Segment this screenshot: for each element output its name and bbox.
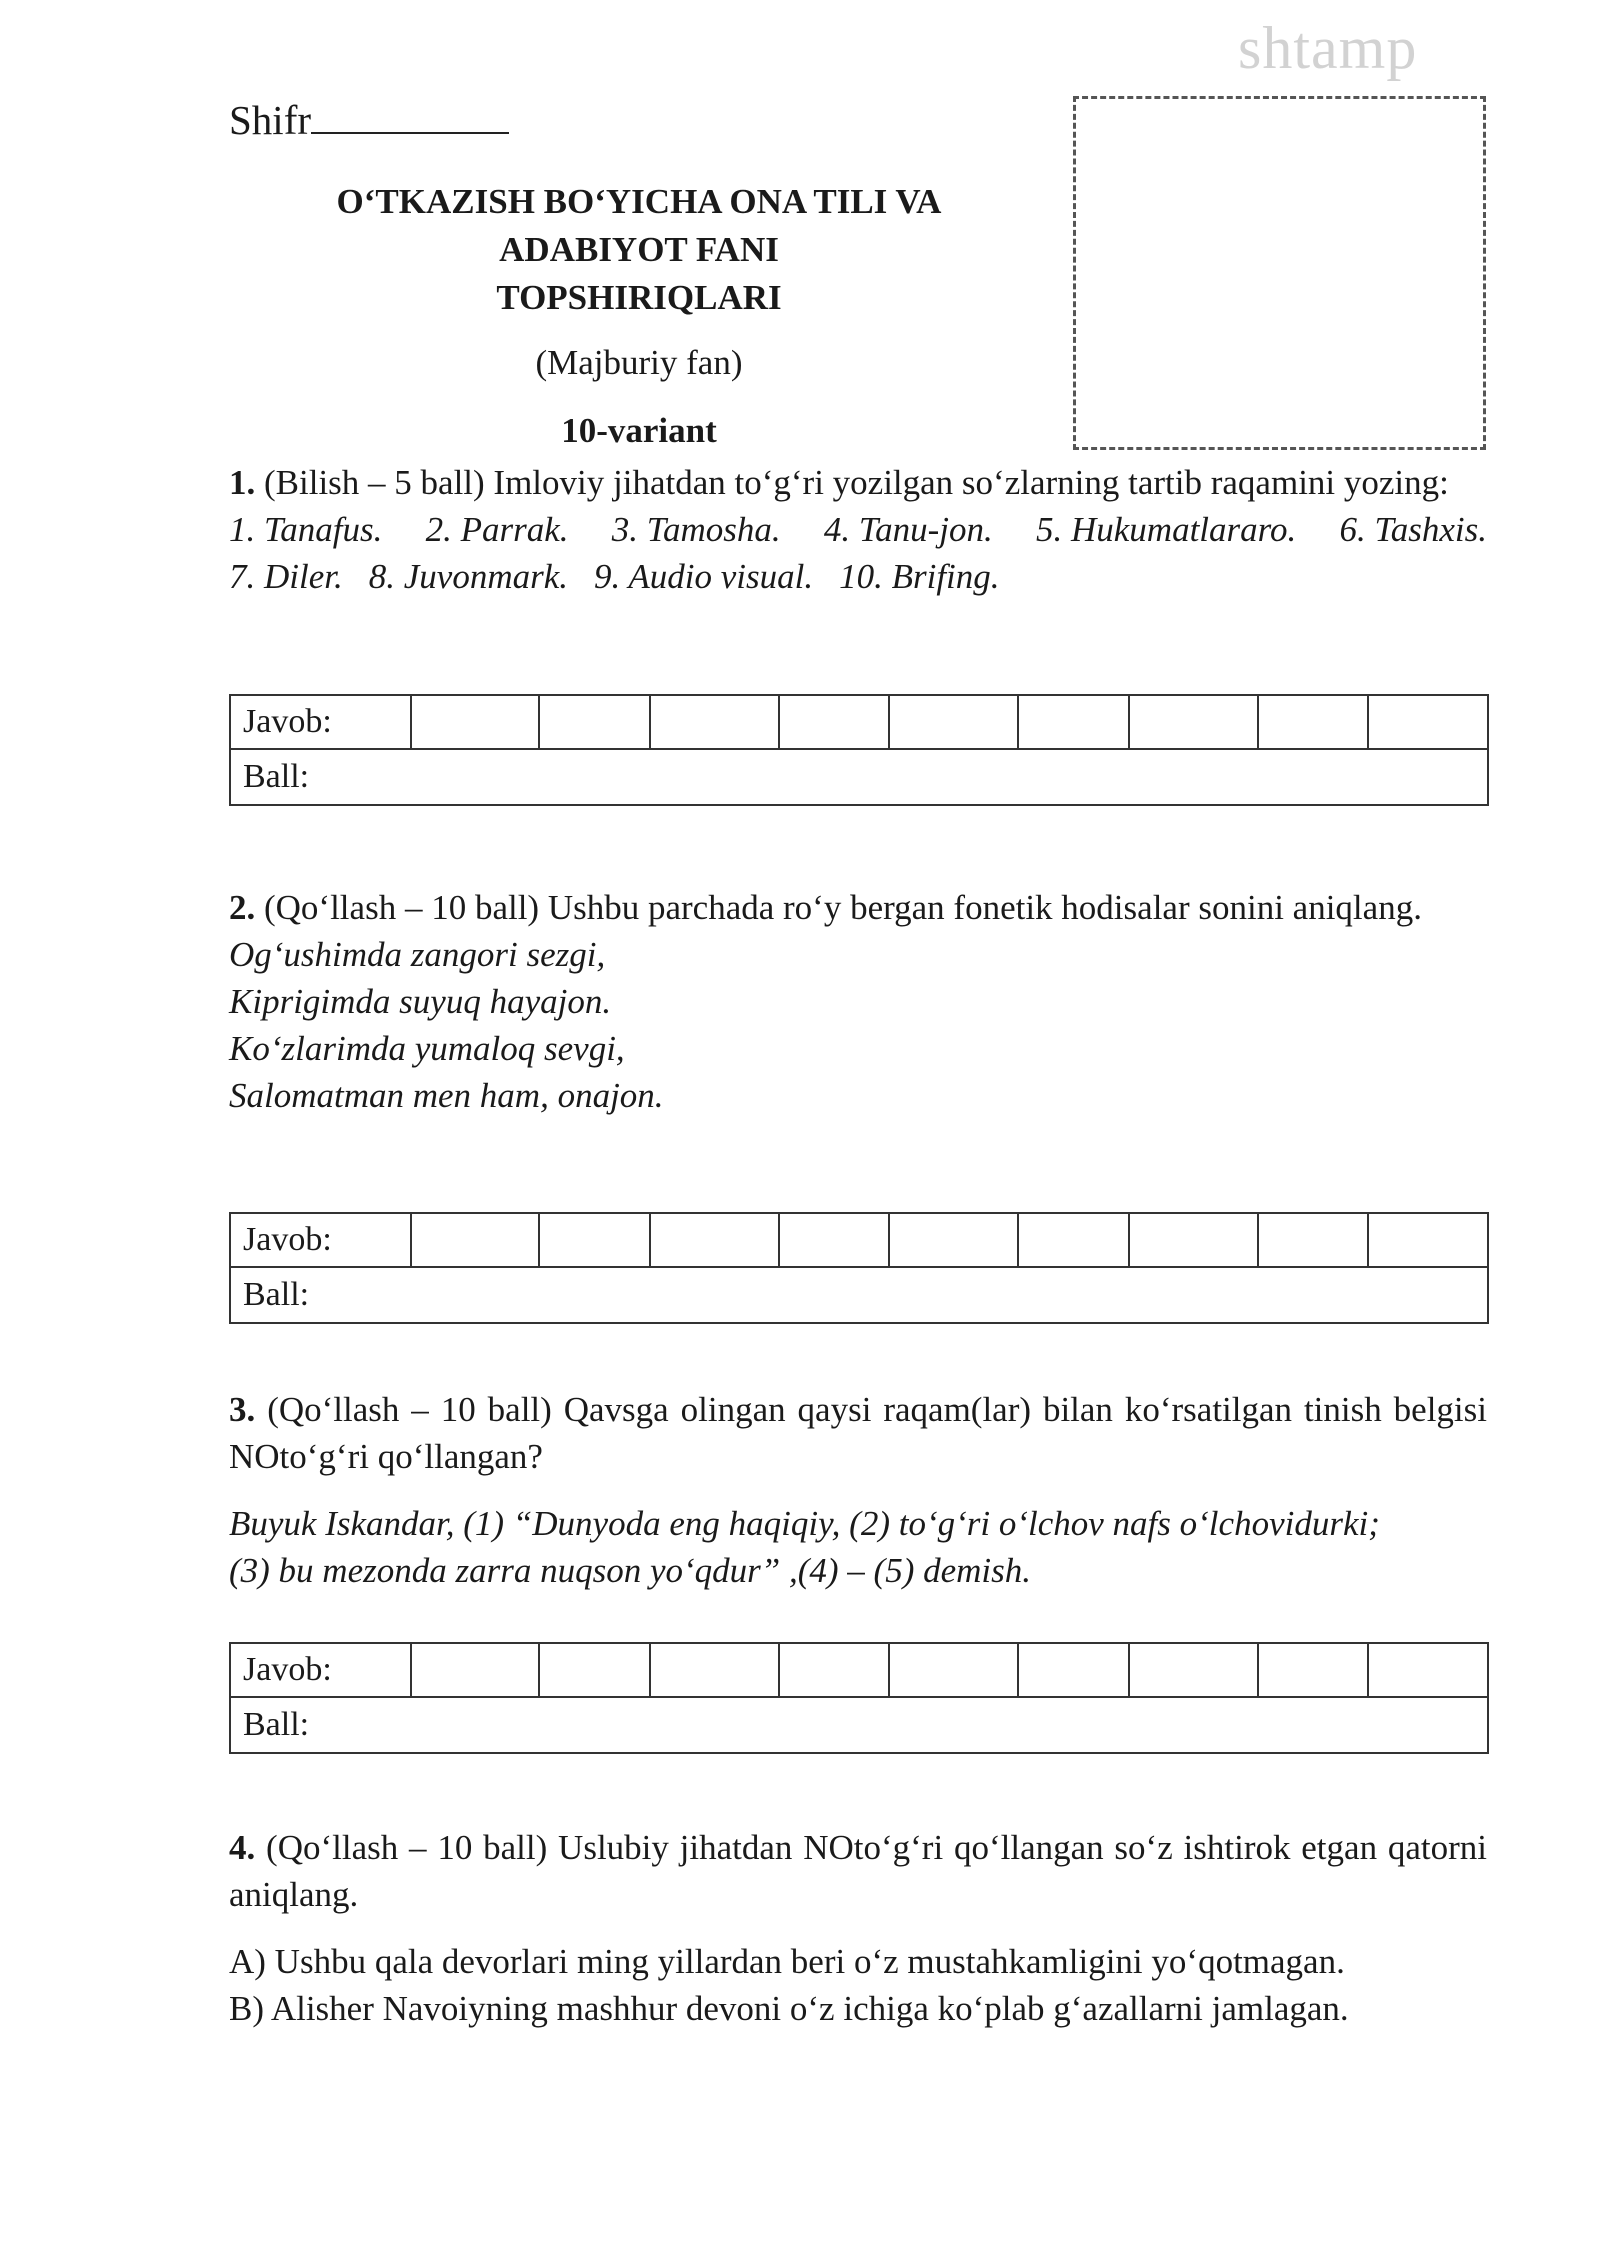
stamp-box [1073, 96, 1486, 450]
answer-row [230, 1643, 1488, 1697]
answer-cell[interactable] [779, 695, 890, 749]
option: 6. Tashxis. [1339, 510, 1487, 549]
answer-label: Javob: [230, 1213, 411, 1267]
answer-cell[interactable] [1129, 1643, 1258, 1697]
option: 3. Tamosha. [611, 510, 781, 549]
ball-row [230, 1697, 1488, 1753]
question-4 [229, 1824, 1487, 2032]
answer-cell[interactable] [1018, 1643, 1129, 1697]
answer-cell[interactable] [889, 1213, 1018, 1267]
ball-label: Ball: [230, 749, 1488, 805]
question-2-text: (Qo‘llash – 10 ball) Ushbu parchada ro‘y bergan fonetik hodisalar sonini aniqlang. [264, 888, 1422, 927]
option: 10. Brifing. [839, 557, 1000, 596]
quote-line: Buyuk Iskandar, (1) “Dunyoda eng haqiqiy, (2) to‘g‘ri o‘lchov nafs o‘lchovidurki; [229, 1504, 1380, 1543]
question-1-options-row-2 [229, 553, 1487, 600]
poem-line: Ko‘zlarimda yumaloq sevgi, [229, 1029, 625, 1068]
answer-table-2 [229, 1212, 1489, 1324]
answer-cell[interactable] [650, 1643, 779, 1697]
option: 4. Tanu-jon. [823, 510, 993, 549]
answer-cell[interactable] [779, 1643, 890, 1697]
answer-row [230, 1213, 1488, 1267]
title-line-2: ADABIYOT FANI [499, 230, 779, 269]
answer-cell[interactable] [1258, 695, 1369, 749]
answer-cell[interactable] [1129, 695, 1258, 749]
variant-label: 10-variant [561, 411, 717, 450]
answer-cell[interactable] [539, 1213, 650, 1267]
answer-cell[interactable] [1258, 1213, 1369, 1267]
answer-option: B) Alisher Navoiyning mashhur devoni o‘z ichiga ko‘plab g‘azallarni jamlagan. [229, 1989, 1349, 2028]
question-3 [229, 1386, 1487, 1594]
answer-cell[interactable] [779, 1213, 890, 1267]
shifr-field [229, 94, 509, 144]
answer-row [230, 695, 1488, 749]
ball-label: Ball: [230, 1697, 1488, 1753]
question-4-number: 4. [229, 1828, 256, 1867]
ball-row [230, 749, 1488, 805]
option: 5. Hukumatlararo. [1036, 510, 1297, 549]
option: 7. Diler. [229, 557, 343, 596]
question-1 [229, 459, 1487, 600]
question-3-stem [229, 1386, 1487, 1480]
answer-cell[interactable] [1368, 1213, 1488, 1267]
answer-cell[interactable] [1258, 1643, 1369, 1697]
question-3-number: 3. [229, 1390, 256, 1429]
answer-cell[interactable] [411, 1643, 540, 1697]
question-3-text: (Qo‘llash – 10 ball) Qavsga olingan qaysi raqam(lar) bilan ko‘rsatilgan tinish belgisi NOto‘g‘ri qo‘llangan? [229, 1390, 1488, 1476]
question-4-stem [229, 1824, 1487, 1918]
question-1-number: 1. [229, 463, 256, 502]
answer-cell[interactable] [539, 695, 650, 749]
answer-cell[interactable] [411, 695, 540, 749]
answer-cell[interactable] [1018, 1213, 1129, 1267]
question-1-stem [229, 459, 1487, 506]
question-1-text: (Bilish – 5 ball) Imloviy jihatdan to‘g‘ri yozilgan so‘zlarning tartib raqamini yozing: [264, 463, 1449, 502]
answer-label: Javob: [230, 695, 411, 749]
title-line-1: O‘TKAZISH BO‘YICHA ONA TILI VA [336, 182, 942, 221]
question-2-number: 2. [229, 888, 256, 927]
answer-cell[interactable] [889, 1643, 1018, 1697]
ball-label: Ball: [230, 1267, 1488, 1323]
answer-cell[interactable] [650, 1213, 779, 1267]
answer-label: Javob: [230, 1643, 411, 1697]
poem-line: Og‘ushimda zangori sezgi, [229, 935, 606, 974]
answer-cell[interactable] [1018, 695, 1129, 749]
option: 8. Juvonmark. [368, 557, 569, 596]
answer-table-1 [229, 694, 1489, 806]
answer-cell[interactable] [539, 1643, 650, 1697]
poem-line: Salomatman men ham, onajon. [229, 1076, 664, 1115]
question-1-options-row-1 [229, 506, 1487, 553]
answer-table-3 [229, 1642, 1489, 1754]
question-4-text: (Qo‘llash – 10 ball) Uslubiy jihatdan NOto‘g‘ri qo‘llangan so‘z ishtirok etgan qatorni aniqlang. [229, 1828, 1487, 1914]
watermark: shtamp [1238, 15, 1418, 81]
question-2-stem [229, 884, 1487, 931]
shifr-blank-line [311, 94, 509, 134]
answer-cell[interactable] [1368, 1643, 1488, 1697]
answer-cell[interactable] [1368, 695, 1488, 749]
option: 1. Tanafus. [229, 510, 383, 549]
answer-cell[interactable] [411, 1213, 540, 1267]
answer-option: A) Ushbu qala devorlari ming yillardan beri o‘z mustahkamligini yo‘qotmagan. [229, 1942, 1345, 1981]
subject-note: (Majburiy fan) [535, 343, 743, 382]
option: 9. Audio visual. [594, 557, 814, 596]
title-line-3: TOPSHIRIQLARI [496, 278, 782, 317]
poem-line: Kiprigimda suyuq hayajon. [229, 982, 612, 1021]
page-title [229, 178, 1049, 322]
answer-cell[interactable] [1129, 1213, 1258, 1267]
option: 2. Parrak. [425, 510, 569, 549]
question-2 [229, 884, 1487, 1119]
answer-cell[interactable] [889, 695, 1018, 749]
answer-cell[interactable] [650, 695, 779, 749]
shifr-label: Shifr [229, 97, 311, 143]
quote-line: (3) bu mezonda zarra nuqson yo‘qdur” ,(4) – (5) demish. [229, 1551, 1032, 1590]
ball-row [230, 1267, 1488, 1323]
